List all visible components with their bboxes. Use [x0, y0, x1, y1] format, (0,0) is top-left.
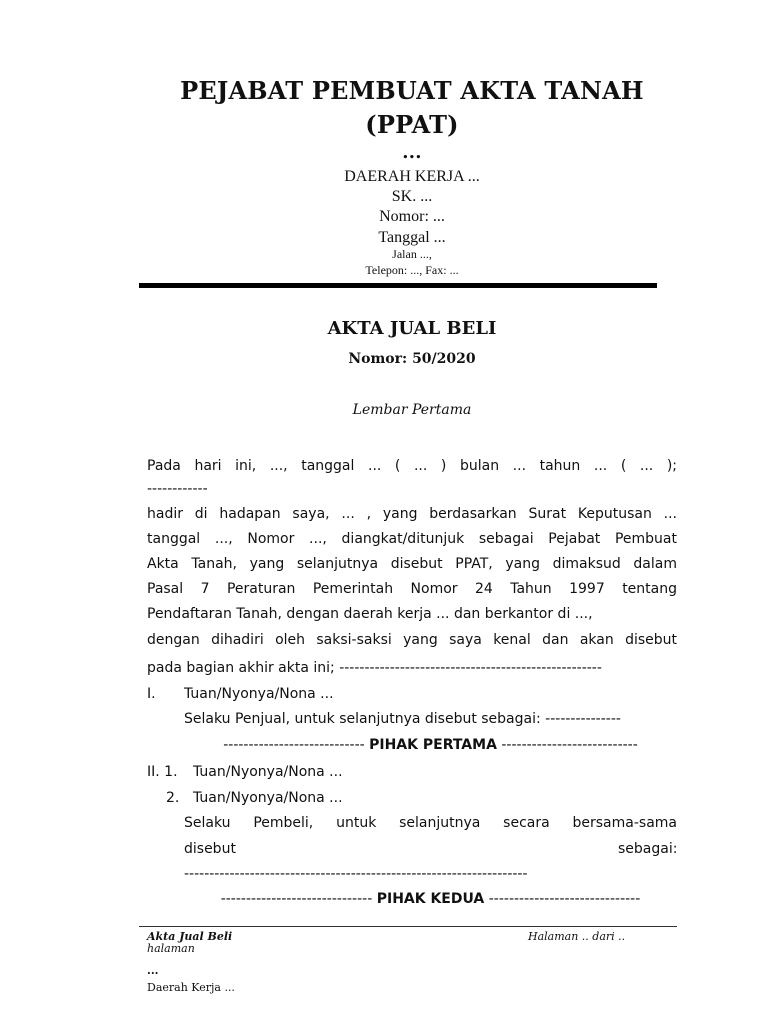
body-line-7: pada bagian akhir akta ini; ----------------------------------------------------	[147, 660, 602, 676]
party2-role-left: disebut	[184, 841, 236, 857]
party2-label-line	[184, 891, 677, 907]
decree-date: Tanggal ...	[378, 229, 446, 246]
office-abbrev: (PPAT)	[365, 110, 459, 139]
body-line-6: dengan dihadiri oleh saksi-saksi yang saya kenal dan akan disebut	[147, 632, 677, 648]
office-contact: Telepon: ..., Fax: ...	[365, 263, 459, 277]
opening-line: Pada hari ini, ..., tanggal ... ( ... ) bulan ... tahun ... ( ... );	[147, 458, 677, 474]
body-line-5: Pendaftaran Tanah, dengan daerah kerja ... dan berkantor di ...,	[147, 606, 593, 622]
opening-dashes: ------------	[147, 481, 208, 497]
body-line-3: Akta Tanah, yang selanjutnya disebut PPAT, yang dimaksud dalam	[147, 556, 677, 572]
decree-number: Nomor: ...	[379, 208, 445, 225]
party2-dash-line: --------------------------------------------------------------------	[184, 866, 528, 882]
party2-role: Selaku Pembeli, untuk selanjutnya secara bersama-sama	[184, 815, 677, 831]
party2-numeral-2: 2.	[166, 790, 180, 806]
office-street: Jalan ...,	[392, 247, 432, 261]
party1-label-line	[184, 737, 677, 753]
party2-dash-right: ------------------------------	[488, 891, 641, 907]
document-sheet-label: Lembar Pertama	[352, 402, 472, 418]
body-line-4: Pasal 7 Peraturan Pemerintah Nomor 24 Tahun 1997 tentang	[147, 581, 677, 597]
party2-name-1: Tuan/Nyonya/Nona ...	[193, 764, 343, 780]
footer-work-area: Daerah Kerja ...	[147, 981, 235, 994]
body-line-2: tanggal ..., Nomor ..., diangkat/ditunjuk sebagai Pejabat Pembuat	[147, 531, 677, 547]
sk-number: SK. ...	[391, 188, 433, 205]
footer-doc-name: Akta Jual Beli	[147, 930, 233, 943]
body-line-1: hadir di hadapan saya, ... , yang berdasarkan Surat Keputusan ...	[147, 506, 677, 522]
party1-name: Tuan/Nyonya/Nona ...	[184, 686, 334, 702]
party2-role-right: sebagai:	[618, 841, 678, 857]
footer-page-of: Halaman .. dari ..	[528, 930, 626, 943]
party1-dash-right: ---------------------------	[501, 737, 638, 753]
office-title: PEJABAT PEMBUAT AKTA TANAH	[180, 76, 644, 105]
footer-page-label: halaman	[147, 942, 195, 955]
office-name-placeholder: ...	[402, 142, 422, 163]
party2-numeral-1: II. 1.	[147, 764, 178, 780]
work-area: DAERAH KERJA ...	[344, 168, 480, 185]
document-title: AKTA JUAL BELI	[327, 318, 497, 339]
party2-name-2: Tuan/Nyonya/Nona ...	[193, 790, 343, 806]
party2-label: PIHAK KEDUA	[376, 891, 485, 907]
party1-numeral: I.	[147, 686, 156, 702]
party1-dash-left: ----------------------------	[223, 737, 365, 753]
footer-ellipsis: ...	[147, 964, 159, 977]
party1-role: Selaku Penjual, untuk selanjutnya disebut sebagai: ---------------	[184, 711, 621, 727]
party2-dash-left: ------------------------------	[220, 891, 373, 907]
footer-divider	[139, 926, 677, 927]
party1-label: PIHAK PERTAMA	[369, 737, 497, 753]
document-number: Nomor: 50/2020	[348, 351, 476, 367]
header-divider	[139, 283, 657, 288]
